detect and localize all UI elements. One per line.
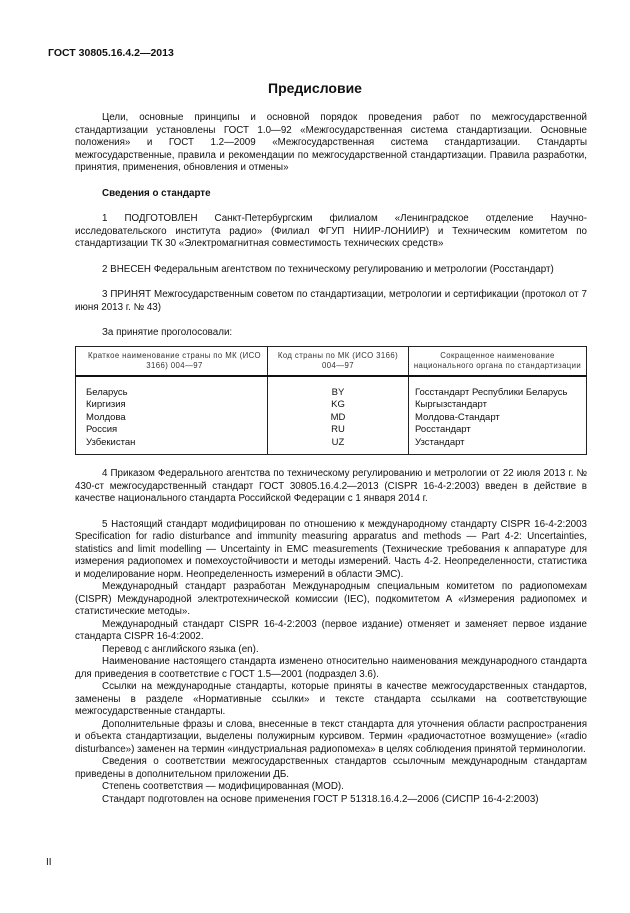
- voting-table: [75, 346, 587, 456]
- page-number: II: [46, 857, 52, 868]
- cell-body: Узстандарт: [409, 437, 587, 455]
- cell-code: MD: [268, 412, 409, 425]
- table-header-row: [76, 346, 587, 376]
- paragraph-degree: Степень соответствия — модифицированная (MOD).: [102, 781, 344, 792]
- cell-code: BY: [268, 376, 409, 400]
- voted-label: За принятие проголосовали:: [102, 327, 233, 338]
- item-introduced: 2 ВНЕСЕН Федеральным агентством по техническому регулированию и метрологии (Росстандарт): [102, 263, 554, 275]
- header-body: Сокращенное наименование национального органа по стандартизации: [409, 346, 587, 376]
- document-code: ГОСТ 30805.16.4.2—2013: [48, 47, 174, 59]
- paragraph-replaces: Международный стандарт CISPR 16-4-2:2003 (первое издание) отменяет и заменяет первое издание стандарта CISPR 16-4:2002.: [75, 618, 587, 642]
- standard-info-heading: Сведения о стандарте: [102, 187, 211, 199]
- paragraph-conformity: Сведения о соответствии межгосударственных стандартов ссылочным международным стандартам приведены в дополнительном приложении ДБ.: [75, 756, 587, 780]
- paragraph-translation: Перевод с английского языка (en).: [102, 643, 259, 655]
- item-order: 4 Приказом Федерального агентства по техническому регулированию и метрологии от 22 июля 2013 г. № 430-ст межгосударственный стандарт ГОСТ 30805.16.4.2—2013 (CISPR 16-4-2:2003) введен в действие в качестве национального стандарта Российской Федерации с 1 января 2014 г.: [75, 468, 587, 504]
- paragraph-name-change: Наименование настоящего стандарта изменено относительно наименования международного стандарта для приведения в соответствие с ГОСТ 1.5—2001 (подраздел 3.6).: [75, 656, 587, 680]
- document-body: [75, 112, 587, 806]
- cell-country: Молдова: [76, 412, 268, 425]
- item-modified: 5 Настоящий стандарт модифицирован по отношению к международному стандарту CISPR 16-4-2:2003 Specification for radio disturbance and immunity measuring apparatus and methods — Part 4-2: Uncertainties, statistics and limit modelling — Uncertainty in EMC measurements (Технические требования к аппаратуре для измерения радиопомех и помехоустойчивости и методы измерений. Часть 4-2. Неопределенности, статистика и моделирование норм. Неопределенность измерений в области ЭМС).: [75, 518, 587, 580]
- item-prepared: 1 ПОДГОТОВЛЕН Санкт-Петербургским филиалом «Ленинградское отделение Научно-исследовательского института радио» (Филиал ФГУП НИИР-ЛОНИИР) и Техническим комитетом по стандартизации ТК 30 «Электромагнитная совместимость технических средств»: [75, 213, 587, 249]
- table-row: [76, 376, 587, 400]
- paragraph-references: Ссылки на международные стандарты, которые приняты в качестве межгосударственных стандартов, заменены в разделе «Нормативные ссылки» и тексте стандарта ссылками на соответствующие межгосударственные стандарты.: [75, 681, 587, 717]
- header-code: Код страны по МК (ИСО 3166) 004—97: [268, 346, 409, 376]
- intro-paragraph: Цели, основные принципы и основной порядок проведения работ по межгосударственной стандартизации установлены ГОСТ 1.0—92 «Межгосударственная система стандартизации. Основные положения» и ГОСТ 1.2—2009 «Межгосударственная система стандартизации. Стандарты межгосударственные, правила и рекомендации по межгосударственной стандартизации. Правила разработки, принятия, применения, обновления и отмены»: [75, 112, 587, 173]
- table-row: [76, 424, 587, 437]
- cell-code: UZ: [268, 437, 409, 455]
- table-row: [76, 412, 587, 425]
- cell-country: Россия: [76, 424, 268, 437]
- header-country: Краткое наименование страны по МК (ИСО 3166) 004—97: [76, 346, 268, 376]
- cell-code: RU: [268, 424, 409, 437]
- table-row: [76, 437, 587, 455]
- cell-body: Кыргызстандарт: [409, 399, 587, 412]
- paragraph-phrases: Дополнительные фразы и слова, внесенные в текст стандарта для уточнения области распространения и объекта стандартизации, выделены полужирным курсивом. Термин «радиочастотное возмущение» («radio disturbance») заменен на термин «индустриальная радиопомеха» в целях соблюдения принятой терминологии.: [75, 718, 587, 755]
- item-adopted: 3 ПРИНЯТ Межгосударственным советом по стандартизации, метрологии и сертификации (протокол от 7 июня 2013 г. № 43): [75, 289, 587, 313]
- paragraph-basis: Стандарт подготовлен на основе применения ГОСТ Р 51318.16.4.2—2006 (СИСПР 16-4-2:2003): [102, 793, 539, 805]
- cell-body: Росстандарт: [409, 424, 587, 437]
- paragraph-developed: Международный стандарт разработан Международным специальным комитетом по радиопомехам (CISPR) Международной электротехнической комиссии (IEC), подкомитетом А «Измерения радиопомех и статистические методы».: [75, 581, 587, 617]
- cell-country: Киргизия: [76, 399, 268, 412]
- cell-country: Беларусь: [76, 376, 268, 400]
- cell-code: KG: [268, 399, 409, 412]
- cell-country: Узбекистан: [76, 437, 268, 455]
- page-title: Предисловие: [268, 80, 362, 96]
- cell-body: Госстандарт Республики Беларусь: [409, 376, 587, 400]
- cell-body: Молдова-Стандарт: [409, 412, 587, 425]
- table-row: [76, 399, 587, 412]
